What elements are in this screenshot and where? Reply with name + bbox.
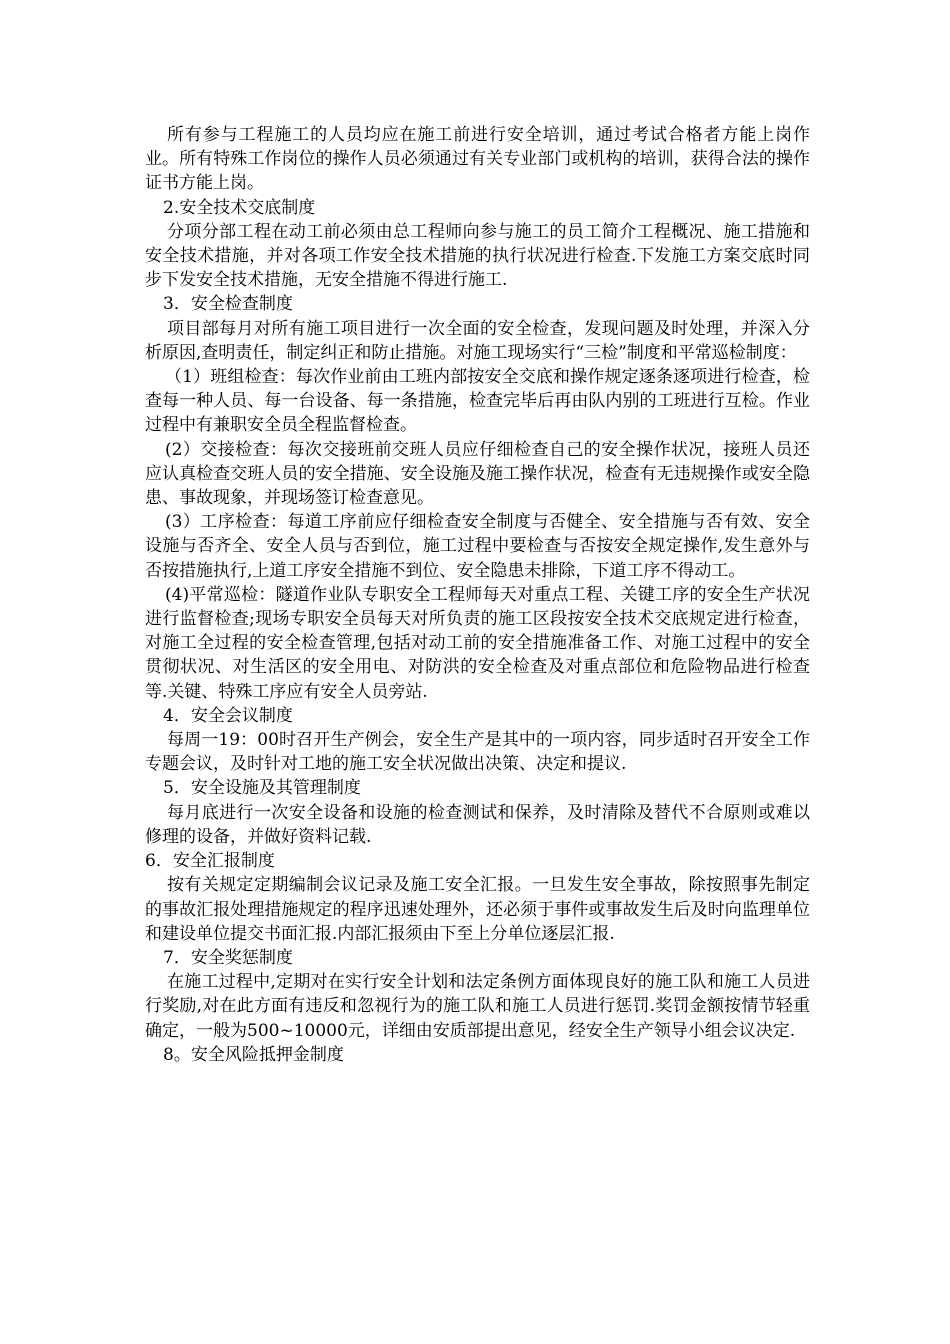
paragraph-handover-inspection: (2）交接检查：每次交接班前交班人员应仔细检查自己的安全操作状况，接班人员还应认真检查交班人员的安全措施、安全设施及施工操作状况，检查有无违规操作或安全隐患、事故现象，并现场签订检查意见。 [145, 439, 810, 509]
paragraph-team-inspection: （1）班组检查：每次作业前由工班内部按安全交底和操作规定逐条逐项进行检查，检查每一种人员、每一台设备、每一条措施，检查完毕后再由队内别的工班进行互检。作业过程中有兼职安全员全程监督检查。 [145, 367, 810, 436]
paragraph-rewards-penalties: 在施工过程中,定期对在实行安全计划和法定条例方面体现良好的施工队和施工人员进行奖励,对在此方面有违反和忽视行为的施工队和施工人员进行惩罚.奖罚金额按情节轻重确定，一般为500~10000元，详细由安质部提出意见，经安全生产领导小组会议决定. [145, 972, 810, 1041]
paragraph-technical-disclosure: 分项分部工程在动工前必须由总工程师向参与施工的员工简介工程概况、施工措施和安全技术措施，并对各项工作安全技术措施的执行状况进行检查.下发施工方案交底时同步下发安全技术措施，无安全措施不得进行施工. [145, 221, 810, 291]
heading-safety-facilities: 5．安全设施及其管理制度 [163, 778, 361, 799]
paragraph-safety-meeting: 每周一19：00时召开生产例会，安全生产是其中的一项内容，同步适时召开安全工作专题会议，及时针对工地的施工安全状况做出决策、决定和提议. [145, 730, 810, 775]
paragraph-safety-inspection: 项目部每月对所有施工项目进行一次全面的安全检查，发现问题及时处理，并深入分析原因,查明责任，制定纠正和防止措施。对施工现场实行“三检”制度和平常巡检制度： [145, 318, 810, 363]
paragraph-routine-patrol: (4)平常巡检：隧道作业队专职安全工程师每天对重点工程、关键工序的安全生产状况进行监督检查;现场专职安全员每天对所负责的施工区段按安全技术交底规定进行检查，对施工全过程的安全检查管理,包括对动工前的安全措施准备工作、对施工过程中的安全贯彻状况、对生活区的安全用电、对防洪的安全检查及对重点部位和危险物品进行检查等.关键、特殊工序应有安全人员旁站. [145, 584, 810, 702]
heading-safety-meeting: 4．安全会议制度 [163, 705, 293, 726]
paragraph-process-inspection: (3）工序检查：每道工序前应仔细检查安全制度与否健全、安全措施与否有效、安全设施与否齐全、安全人员与否到位，施工过程中要检查与否按安全规定操作,发生意外与否按措施执行,上道工序安全措施不到位、安全隐患未排除，下道工序不得动工。 [145, 512, 810, 581]
paragraph-safety-report: 按有关规定定期编制会议记录及施工安全汇报。一旦发生安全事故，除按照事先制定的事故汇报处理措施规定的程序迅速处理外，还必须于事件或事故发生后及时向监理单位和建设单位提交书面汇报.内部汇报须由下至上分单位逐层汇报. [145, 875, 810, 944]
heading-safety-inspection: 3．安全检查制度 [163, 294, 293, 315]
heading-rewards-penalties: 7．安全奖惩制度 [163, 947, 293, 968]
heading-technical-disclosure: 2.安全技术交底制度 [163, 197, 316, 218]
paragraph-training: 所有参与工程施工的人员均应在施工前进行安全培训，通过考试合格者方能上岗作业。所有特殊工作岗位的操作人员必须通过有关专业部门或机构的培训，获得合法的操作证书方能上岗。 [145, 125, 810, 194]
document-body [145, 123, 810, 1067]
heading-safety-report: 6．安全汇报制度 [145, 851, 275, 872]
heading-risk-deposit: 8。安全风险抵押金制度 [163, 1044, 344, 1065]
paragraph-safety-facilities: 每月底进行一次安全设备和设施的检查测试和保养，及时清除及替代不合原则或难以修理的设备，并做好资料记载. [145, 802, 810, 847]
